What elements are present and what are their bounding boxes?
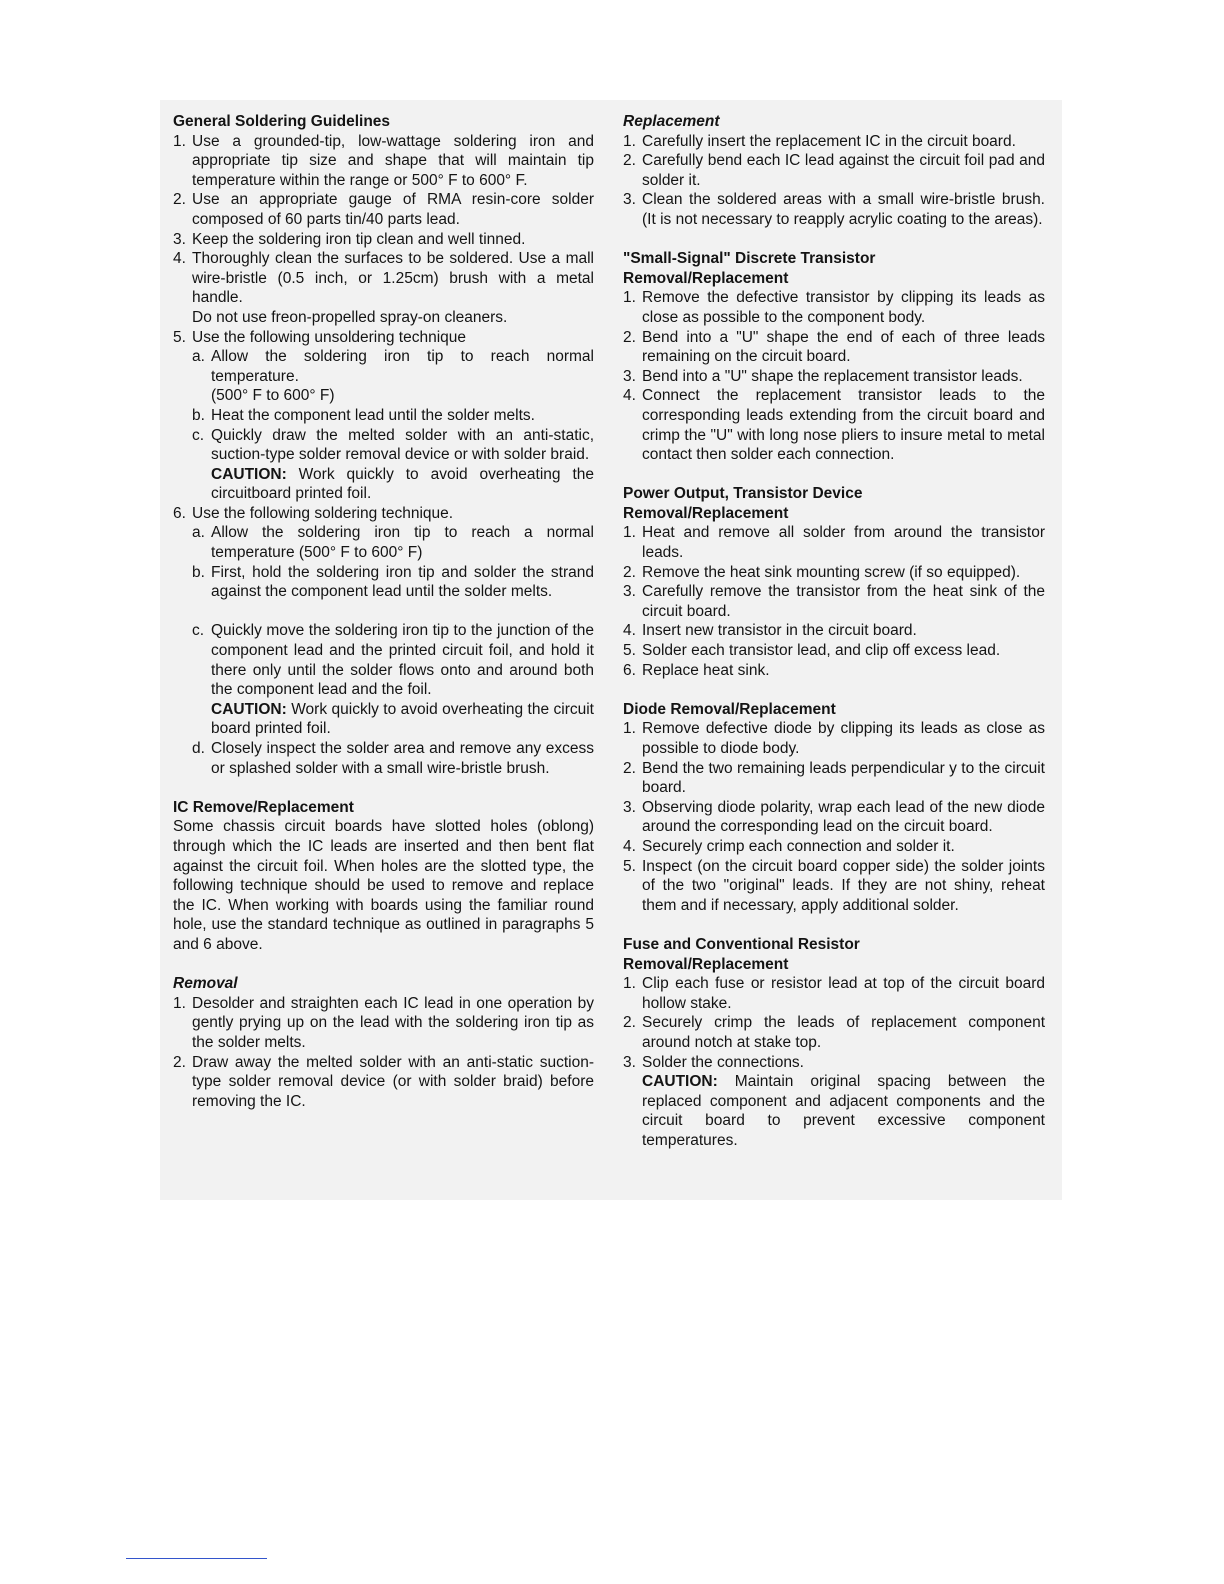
list-item: 3. Carefully remove the transistor from the heat sink of the circuit board. bbox=[623, 583, 1045, 620]
removal-heading: Removal bbox=[173, 975, 238, 993]
replacement-heading: Replacement bbox=[623, 113, 720, 130]
sub-list-item: c. Quickly move the soldering iron tip to the junction of the component lead and the printed circuit foil, and hold it there only until the solder flows onto and around both the component lead and the foil. bbox=[192, 622, 594, 699]
list-item: 3. Keep the soldering iron tip clean and well tinned. bbox=[173, 230, 526, 248]
list-item: 6. Replace heat sink. bbox=[623, 661, 770, 679]
sub-list-item: a. Allow the soldering iron tip to reach normal temperature. bbox=[192, 348, 594, 385]
small-signal-subheading: Removal/Replacement bbox=[623, 269, 789, 287]
general-soldering-heading: General Soldering Guidelines bbox=[173, 113, 391, 130]
caution-note: CAUTION: Work quickly to avoid overheating the circuit board printed foil. bbox=[211, 700, 594, 738]
list-item: 6. Use the following soldering technique. bbox=[173, 504, 454, 522]
left-column bbox=[173, 112, 594, 1111]
sub-list-item: b. Heat the component lead until the solder melts. bbox=[192, 406, 535, 424]
list-item: 2. Bend into a "U" shape the end of each of three leads remaining on the circuit board. bbox=[623, 328, 1045, 366]
list-item: 2. Use an appropriate gauge of RMA resin-core solder composed of 60 parts tin/40 parts lead. bbox=[173, 191, 594, 228]
list-item: 4. Securely crimp each connection and solder it. bbox=[623, 837, 955, 855]
ic-remove-heading: IC Remove/Replacement bbox=[173, 798, 354, 816]
note-text: Do not use freon-propelled spray-on cleaners. bbox=[192, 308, 508, 326]
list-item: 1. Desolder and straighten each IC lead in one operation by gently prying up on the lead with the soldering iron tip as the solder melts. bbox=[173, 994, 594, 1051]
list-item: 3. Clean the soldered areas with a small wire-bristle brush. (It is not necessary to reapply acrylic coating to the areas). bbox=[623, 191, 1045, 228]
fuse-subheading: Removal/Replacement bbox=[623, 955, 789, 973]
list-item: 5. Use the following unsoldering technique bbox=[173, 328, 467, 346]
list-item: 2. Securely crimp the leads of replacement component around notch at stake top. bbox=[623, 1014, 1045, 1051]
list-item: 3. Solder the connections. bbox=[623, 1053, 804, 1071]
list-item: 5. Inspect (on the circuit board copper side) the solder joints of the two "original" leads. If they are not shiny, reheat them and if necessary, apply additional solder. bbox=[623, 857, 1045, 914]
list-item: 1. Heat and remove all solder from around the transistor leads. bbox=[623, 524, 1045, 562]
list-item: 3. Bend into a "U" shape the replacement transistor leads. bbox=[623, 367, 1023, 385]
fuse-heading: Fuse and Conventional Resistor bbox=[623, 935, 860, 953]
list-item: 4. Insert new transistor in the circuit board. bbox=[623, 622, 917, 640]
sub-list-item: b. First, hold the soldering iron tip and solder the strand against the component lead until the solder melts. bbox=[192, 563, 594, 601]
ic-paragraph: Some chassis circuit boards have slotted holes (oblong) through which the IC leads are inserted and then bent flat against the circuit foil. When holes are the slotted type, the following technique should be used to remove and replace the IC. When working with boards using the familiar round hole, use the standard technique as outlined in paragraphs 5 and 6 above. bbox=[173, 818, 594, 953]
list-item: 4. Thoroughly clean the surfaces to be soldered. Use a mall wire-bristle (0.5 inch, or 1.25cm) brush with a metal handle. bbox=[173, 250, 594, 307]
list-item: 4. Connect the replacement transistor leads to the corresponding leads extending from the circuit board and crimp the "U" with long nose pliers to insure metal to metal contact then solder each connection. bbox=[623, 387, 1045, 464]
list-item: 1. Remove defective diode by clipping its leads as close as possible to diode body. bbox=[623, 720, 1045, 757]
right-column bbox=[623, 112, 1045, 1150]
list-item: 1. Carefully insert the replacement IC in the circuit board. bbox=[623, 132, 1016, 150]
list-item: 3. Observing diode polarity, wrap each lead of the new diode around the corresponding lead on the circuit board. bbox=[623, 798, 1045, 836]
sub-list-item: a. Allow the soldering iron tip to reach a normal temperature (500° F to 600° F) bbox=[192, 524, 594, 562]
caution-note: CAUTION: Maintain original spacing between the replaced component and adjacent components and the circuit board to prevent excessive component temperatures. bbox=[642, 1073, 1045, 1149]
power-output-heading: Power Output, Transistor Device bbox=[623, 485, 863, 503]
list-item: 2. Bend the two remaining leads perpendicular y to the circuit board. bbox=[623, 759, 1045, 797]
footnote-rule bbox=[126, 1558, 267, 1559]
sub-list-item: c. Quickly draw the melted solder with an anti-static, suction-type solder removal device or with solder braid. bbox=[192, 426, 594, 464]
list-item: 1. Use a grounded-tip, low-wattage soldering iron and appropriate tip size and shape that will maintain tip temperature within the range or 500° F to 600° F. bbox=[173, 132, 594, 189]
power-output-subheading: Removal/Replacement bbox=[623, 504, 789, 522]
caution-note: CAUTION: Work quickly to avoid overheating the circuitboard printed foil. bbox=[211, 465, 594, 503]
list-item: 1. Remove the defective transistor by clipping its leads as close as possible to the component body. bbox=[623, 289, 1045, 326]
list-item: 2. Remove the heat sink mounting screw (if so equipped). bbox=[623, 563, 1021, 581]
sub-list-item: d. Closely inspect the solder area and remove any excess or splashed solder with a small wire-bristle brush. bbox=[192, 740, 594, 777]
list-item: 1. Clip each fuse or resistor lead at top of the circuit board hollow stake. bbox=[623, 975, 1045, 1012]
temperature-range: (500° F to 600° F) bbox=[211, 387, 335, 405]
diode-heading: Diode Removal/Replacement bbox=[623, 700, 836, 718]
list-item: 2. Draw away the melted solder with an anti-static suction-type solder removal device (or with solder braid) before removing the IC. bbox=[173, 1053, 594, 1110]
list-item: 5. Solder each transistor lead, and clip off excess lead. bbox=[623, 642, 1001, 660]
list-item: 2. Carefully bend each IC lead against the circuit foil pad and solder it. bbox=[623, 152, 1045, 189]
small-signal-heading: "Small-Signal" Discrete Transistor bbox=[623, 250, 876, 268]
